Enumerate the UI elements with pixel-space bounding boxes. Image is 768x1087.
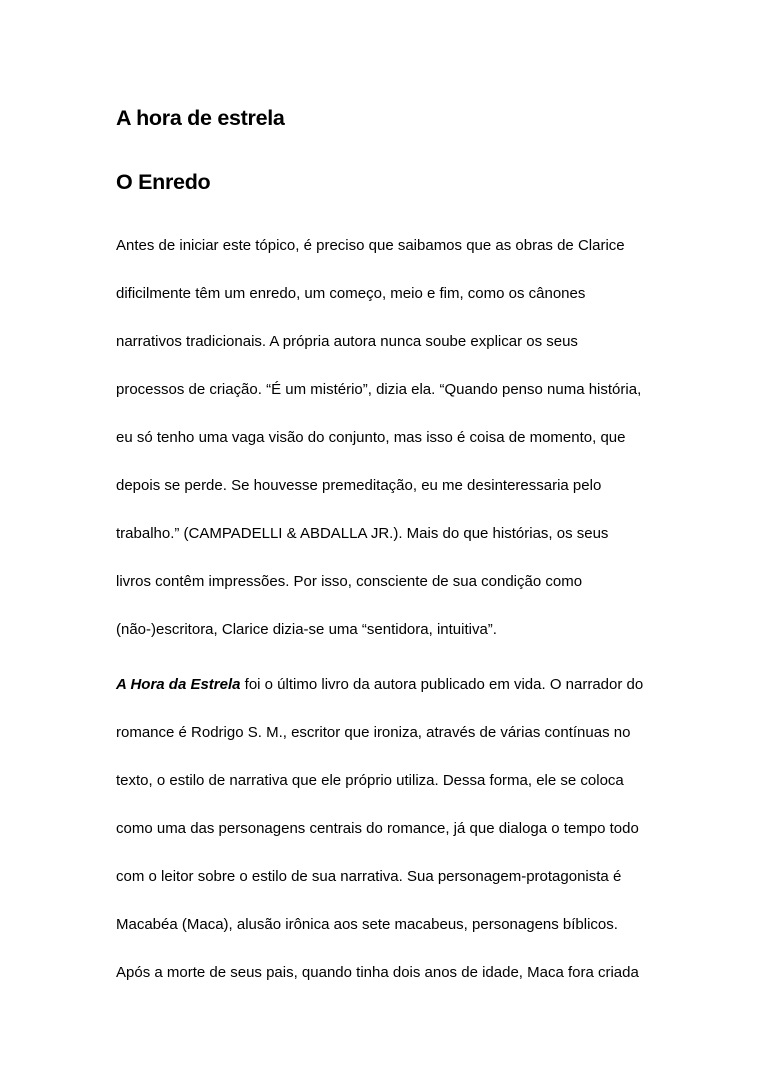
- paragraph-1-line: eu só tenho uma vaga visão do conjunto, mas isso é coisa de momento, que: [116, 429, 626, 446]
- section-heading: O Enredo: [116, 170, 211, 194]
- paragraph-1-line: depois se perde. Se houvesse premeditação, eu me desinteressaria pelo: [116, 477, 602, 494]
- paragraph-2-line: Macabéa (Maca), alusão irônica aos sete macabeus, personagens bíblicos.: [116, 916, 618, 933]
- paragraph-1-line: narrativos tradicionais. A própria autora nunca soube explicar os seus: [116, 333, 578, 350]
- paragraph-1-line: dificilmente têm um enredo, um começo, meio e fim, como os cânones: [116, 285, 586, 302]
- paragraph-2-line: com o leitor sobre o estilo de sua narrativa. Sua personagem-protagonista é: [116, 868, 622, 885]
- paragraph-2-line: romance é Rodrigo S. M., escritor que ironiza, através de várias contínuas no: [116, 724, 631, 741]
- book-title: A Hora da Estrela: [116, 676, 241, 693]
- paragraph-2-first-line: [116, 677, 643, 692]
- paragraph-2-line: Após a morte de seus pais, quando tinha dois anos de idade, Maca fora criada: [116, 964, 639, 981]
- paragraph-2-line: texto, o estilo de narrativa que ele próprio utiliza. Dessa forma, ele se coloca: [116, 772, 624, 789]
- document-title: A hora de estrela: [116, 106, 285, 130]
- paragraph-1-line: processos de criação. “É um mistério”, dizia ela. “Quando penso numa história,: [116, 381, 642, 398]
- paragraph-2-first-line-text: foi o último livro da autora publicado em vida. O narrador do: [240, 676, 644, 693]
- paragraph-1-line: Antes de iniciar este tópico, é preciso que saibamos que as obras de Clarice: [116, 237, 625, 254]
- paragraph-2-line: como uma das personagens centrais do romance, já que dialoga o tempo todo: [116, 820, 639, 837]
- paragraph-1-line: (não-)escritora, Clarice dizia-se uma “sentidora, intuitiva”.: [116, 621, 497, 638]
- paragraph-1-line: trabalho.” (CAMPADELLI & ABDALLA JR.). Mais do que histórias, os seus: [116, 525, 609, 542]
- paragraph-1-line: livros contêm impressões. Por isso, consciente de sua condição como: [116, 573, 583, 590]
